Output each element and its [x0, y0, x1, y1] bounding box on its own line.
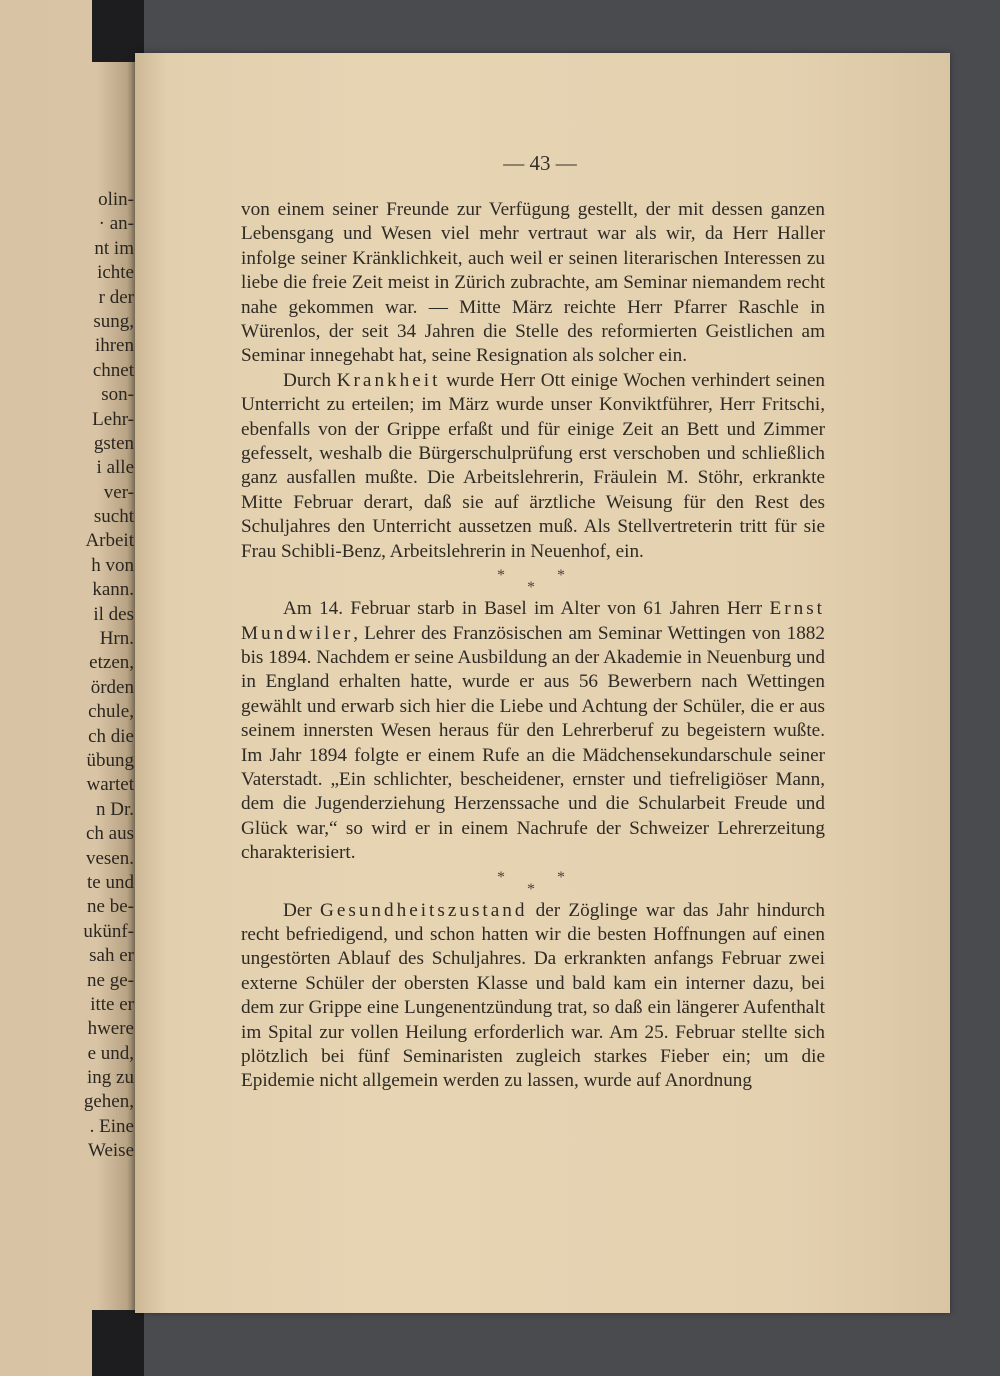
- left-page-line: wartet: [86, 774, 134, 796]
- left-page-line: olin-: [98, 189, 134, 210]
- asterisk: *: [497, 567, 505, 585]
- left-page-line: te und: [87, 871, 134, 893]
- page-number: — 43 —: [503, 151, 577, 175]
- section-divider: [241, 866, 825, 899]
- asterisk: *: [557, 567, 565, 585]
- left-page-line: Hrn.: [99, 628, 134, 650]
- left-page-line: Weise: [88, 1140, 134, 1162]
- left-page-line: ch aus: [85, 823, 134, 845]
- section-divider: [241, 564, 825, 597]
- left-page-line: Arbeit: [85, 530, 134, 552]
- left-page-line: e und,: [87, 1042, 134, 1064]
- left-page-line: übung: [86, 749, 134, 771]
- left-page-line: itte er: [90, 993, 134, 1015]
- asterisk: *: [557, 868, 565, 886]
- emphasis-gesundheitszustand: Gesundheitszustand: [319, 899, 528, 921]
- left-page-line: sucht: [93, 506, 134, 528]
- left-page-line: h von: [91, 554, 134, 576]
- left-page-line: sah er: [89, 945, 134, 967]
- left-page-line: sung,: [93, 310, 134, 332]
- asterisk: *: [497, 868, 505, 886]
- page-body: [241, 198, 825, 1094]
- left-page-line: Lehr-: [92, 408, 134, 430]
- left-page-line: ihren: [94, 335, 134, 357]
- left-page-line: chnet: [92, 359, 134, 381]
- left-page-line: ver-: [103, 481, 134, 503]
- asterisk: *: [527, 579, 535, 597]
- left-page-line: r der: [98, 286, 134, 308]
- left-page-line: ch die: [88, 725, 134, 747]
- left-page-line: gehen,: [83, 1091, 134, 1113]
- paragraph-3: Am 14. Februar starb in Basel im Alter von 61 Jahren Herr Ernst Mundwiler, Lehrer des Französischen am Seminar Wettingen von 1882 bis 1894. Nachdem er seine Ausbildung an der Akademie in Neuenburg und in England erhalten hatte, wurde er aus 56 Bewerbern nach Wettingen gewählt und erwarb sich hier die Liebe und Achtung der Schüler, die er aus seinem innersten Wesen heraus für den Lehrerberuf zu begeistern wußte. Im Jahr 1894 folgte er einem Rufe an die Mädchensekundarschule seiner Vaterstadt. „Ein schlichter, bescheidener, ernster und tiefreligiöser Mann, dem die Jugenderziehung Herzenssache und die Schularbeit Freude und Glück war,“ so wird er in einem Nachrufe der Schweizer Lehrerzeitung charakterisiert.: [241, 598, 825, 864]
- paragraph-1: von einem seiner Freunde zur Verfügung gestellt, der mit dessen ganzen Lebensgang und Wesen viel mehr vertraut war als wir, da Herr Haller infolge seiner Kränklichkeit, auch weil er seinen literarischen Interessen zu liebe die freie Zeit meist in Zürich zubrachte, am Seminar niemandem recht nahe gekommen war. — Mitte März reichte Herr Pfarrer Raschle in Würenlos, der seit 34 Jahren die Stelle des reformierten Geistlichen am Seminar innegehabt hat, seine Resignation als solcher ein.: [241, 199, 825, 367]
- left-page-line: ing zu: [87, 1067, 134, 1089]
- left-page-line: n Dr.: [96, 798, 134, 820]
- book-spine-bottom: [92, 1310, 144, 1376]
- paragraph-4: Der Gesundheitszustand der Zöglinge war das Jahr hindurch recht befriedigend, und schon hatten wir die besten Hoffnungen auf einen ungestörten Ablauf des Schuljahres. Da erkrankten anfangs Februar zwei externe Schüler der obersten Klasse und bald kam ein interner dazu, bei dem zur Grippe eine Lungenentzündung trat, so daß ein längerer Aufenthalt im Spital zur vollen Heilung erforderlich war. Am 25. Februar stellte sich plötzlich bei fünf Seminaristen zugleich starkes Fieber ein; um die Epidemie nicht allgemein werden zu lassen, wurde auf Anordnung: [241, 899, 825, 1092]
- left-page-line: ukünf-: [83, 920, 134, 942]
- left-page-line: ne ge-: [87, 969, 134, 991]
- left-page-line: vesen.: [85, 847, 134, 869]
- left-page-line: hwere: [87, 1018, 134, 1040]
- left-page-line: i alle: [96, 457, 134, 479]
- emphasis-name: Ernst Mundwiler: [241, 598, 825, 644]
- paragraph-2: Durch Krankheit wurde Herr Ott einige Wochen verhindert seinen Unterricht zu erteilen; im März wurde unser Konviktführer, Herr Fritschi, ebenfalls von der Grippe erfaßt und für einige Zeit an Bett und Zimmer gefesselt, weshalb die Bürgerschulprüfung erst verschoben und schließlich ganz ausfallen mußte. Die Arbeitslehrerin, Fräulein M. Stöhr, erkrankte Mitte Februar derart, daß sie auf ärztliche Weisung für den Rest des Schuljahres den Unterricht aussetzen muß. Als Stellvertreterin tritt für sie Frau Schibli-Benz, Arbeitslehrerin in Neuenhof, ein.: [241, 369, 825, 562]
- left-page-line: · an-: [98, 213, 134, 235]
- asterisk: *: [527, 880, 535, 898]
- right-page: [135, 53, 950, 1313]
- left-page-line: ichte: [97, 262, 134, 284]
- left-page-line: etzen,: [89, 652, 134, 674]
- emphasis-krankheit: Krankheit: [336, 369, 441, 391]
- left-page-line: nt im: [94, 237, 134, 259]
- left-page-line: örden: [90, 676, 134, 698]
- left-page-line: gsten: [93, 432, 134, 454]
- left-page-line: il des: [93, 603, 134, 625]
- left-page-line: ne be-: [87, 896, 134, 918]
- left-page-line: kann.: [92, 579, 134, 601]
- left-page: [0, 0, 138, 1376]
- left-page-line: son-: [101, 384, 134, 406]
- left-page-line: chule,: [88, 701, 134, 723]
- left-page-line: . Eine: [89, 1115, 134, 1137]
- left-page-text: [83, 188, 134, 1164]
